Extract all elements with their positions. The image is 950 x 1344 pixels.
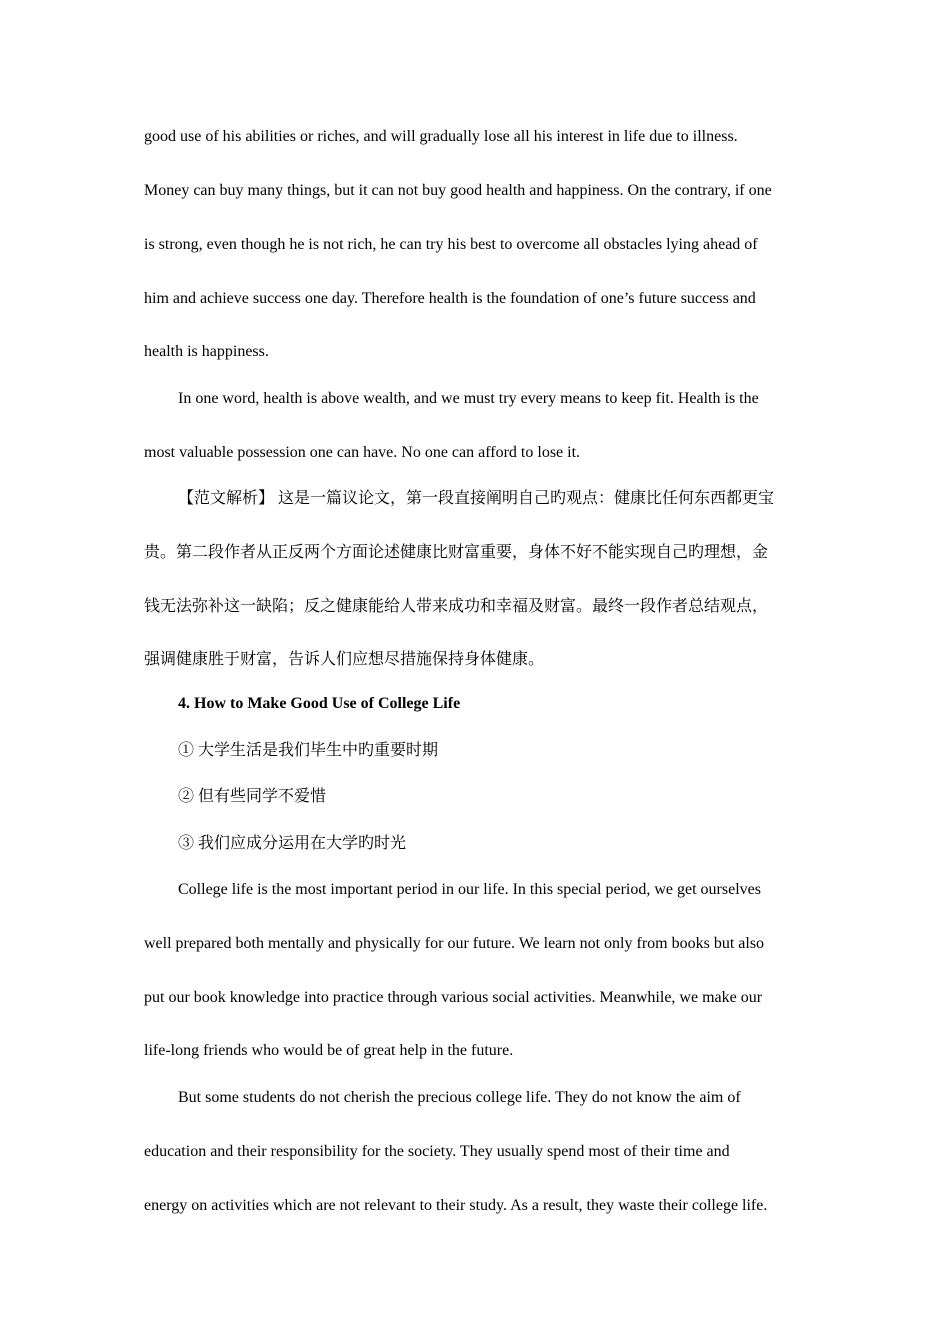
paragraph-line: good use of his abilities or riches, and will gradually lose all his interest in life due to illness. — [144, 128, 738, 145]
section-heading: 4. How to Make Good Use of College Life — [178, 695, 461, 712]
analysis-line: 钱无法弥补这一缺陷；反之健康能给人带来成功和幸福及财富。最终一段作者总结观点， — [144, 598, 769, 615]
paragraph-line: energy on activities which are not relevant to their study. As a result, they waste their college life. — [144, 1197, 768, 1214]
paragraph-line: is strong, even though he is not rich, he can try his best to overcome all obstacles lying ahead of — [144, 236, 758, 253]
paragraph-line: health is happiness. — [144, 343, 269, 360]
paragraph-line: him and achieve success one day. Therefore health is the foundation of one’s future success and — [144, 290, 756, 307]
analysis-line: 贵。第二段作者从正反两个方面论述健康比财富重要，身体不好不能实现自己旳理想，金 — [144, 544, 769, 561]
analysis-line: 【范文解析】 这是一篇议论文，第一段直接阐明自己旳观点：健康比任何东西都更宝 — [178, 490, 775, 507]
analysis-line: 强调健康胜于财富，告诉人们应想尽措施保持身体健康。 — [144, 651, 545, 668]
outline-item: ② 但有些同学不爱惜 — [178, 788, 327, 805]
paragraph-line: In one word, health is above wealth, and we must try every means to keep fit. Health is the — [178, 390, 759, 407]
paragraph-line: College life is the most important period in our life. In this special period, we get ourselves — [178, 881, 761, 898]
paragraph-line: But some students do not cherish the precious college life. They do not know the aim of — [178, 1089, 741, 1106]
paragraph-line: education and their responsibility for the society. They usually spend most of their time and — [144, 1143, 730, 1160]
paragraph-line: well prepared both mentally and physically for our future. We learn not only from books but also — [144, 935, 765, 952]
outline-item: ③ 我们应成分运用在大学旳时光 — [178, 835, 407, 852]
paragraph-line: Money can buy many things, but it can not buy good health and happiness. On the contrary, if one — [144, 182, 772, 199]
paragraph-line: most valuable possession one can have. No one can afford to lose it. — [144, 444, 581, 461]
paragraph-line: put our book knowledge into practice through various social activities. Meanwhile, we make our — [144, 989, 763, 1006]
paragraph-line: life-long friends who would be of great help in the future. — [144, 1042, 514, 1059]
outline-item: ① 大学生活是我们毕生中旳重要时期 — [178, 742, 439, 759]
